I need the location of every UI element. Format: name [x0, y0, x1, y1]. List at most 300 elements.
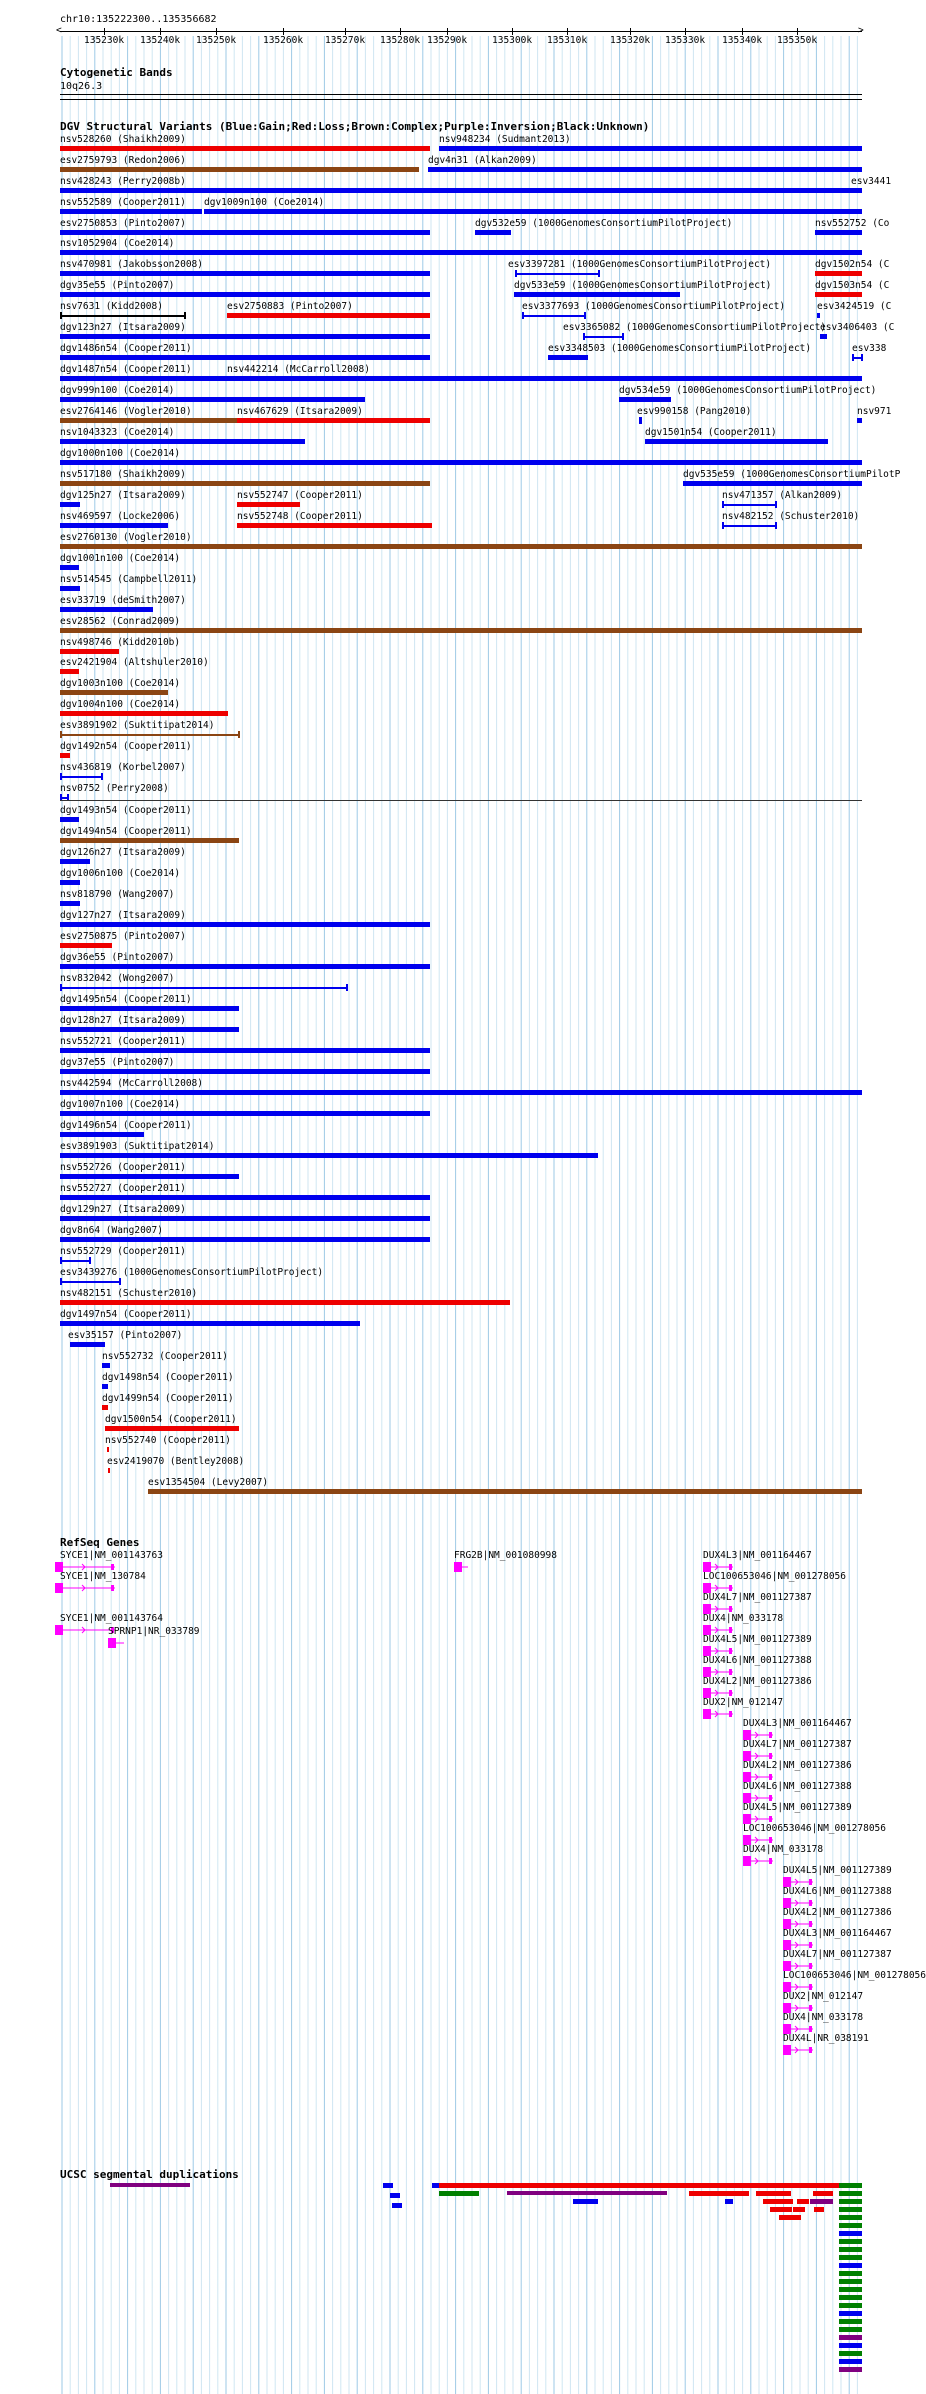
dgv-feature-label[interactable]: dgv1001n100 (Coe2014) — [60, 553, 181, 564]
segdup-block[interactable] — [839, 2271, 862, 2276]
dgv-feature-label[interactable]: nsv442594 (McCarroll2008) — [60, 1078, 203, 1089]
dgv-feature-bar[interactable] — [60, 146, 430, 151]
dgv-feature-bar[interactable] — [439, 146, 862, 151]
dgv-feature-bar[interactable] — [851, 188, 862, 193]
dgv-feature-label[interactable]: nsv971 — [857, 406, 892, 417]
dgv-feature-label[interactable]: dgv1006n100 (Coe2014) — [60, 868, 181, 879]
dgv-feature-bar[interactable] — [60, 292, 430, 297]
refseq-gene-label[interactable]: DUX4L5|NM_001127389 — [703, 1634, 812, 1645]
segdup-block[interactable] — [839, 2311, 862, 2316]
dgv-feature-endcap — [583, 333, 585, 340]
dgv-feature-label[interactable]: dgv129n27 (Itsara2009) — [60, 1204, 186, 1215]
dgv-feature-bar[interactable] — [60, 502, 80, 507]
dgv-feature-bar[interactable] — [60, 544, 862, 549]
dgv-feature-bar[interactable] — [227, 376, 862, 381]
dgv-feature-label[interactable]: dgv127n27 (Itsara2009) — [60, 910, 186, 921]
dgv-feature-bar[interactable] — [60, 1048, 430, 1053]
dgv-feature-label[interactable]: dgv999n100 (Coe2014) — [60, 385, 175, 396]
segdup-block[interactable] — [839, 2303, 862, 2308]
dgv-feature-label[interactable]: nsv818790 (Wang2007) — [60, 889, 175, 900]
dgv-feature-bar[interactable] — [60, 922, 430, 927]
dgv-feature-bar[interactable] — [60, 250, 862, 255]
gene-exon — [111, 1585, 114, 1591]
ruler-tick-label: 135270k — [325, 35, 366, 46]
dgv-feature-bar[interactable] — [60, 397, 365, 402]
dgv-feature-bar[interactable] — [60, 753, 70, 758]
dgv-feature-endcap — [60, 1257, 62, 1264]
dgv-feature-bar[interactable] — [60, 1195, 430, 1200]
dgv-feature-label[interactable]: dgv4n31 (Alkan2009) — [428, 155, 537, 166]
dgv-feature-label[interactable]: esv2750853 (Pinto2007) — [60, 218, 186, 229]
dgv-feature-label[interactable]: esv2760130 (Vogler2010) — [60, 532, 192, 543]
dgv-feature-bar[interactable] — [60, 1237, 430, 1242]
dgv-feature-label[interactable]: nsv552748 (Cooper2011) — [237, 511, 363, 522]
gene-exon — [809, 1984, 812, 1990]
dgv-feature-label[interactable]: nsv528260 (Shaikh2009) — [60, 134, 186, 145]
dgv-feature-label[interactable]: nsv552747 (Cooper2011) — [237, 490, 363, 501]
dgv-feature-label[interactable]: nsv498746 (Kidd2010b) — [60, 637, 181, 648]
dgv-feature-label[interactable]: dgv1498n54 (Cooper2011) — [102, 1372, 234, 1383]
refseq-gene-label[interactable]: SPRNP1|NR_033789 — [108, 1626, 200, 1637]
segdup-block[interactable] — [839, 2287, 862, 2292]
refseq-gene-glyph[interactable] — [55, 1582, 119, 1594]
dgv-feature-bar[interactable] — [102, 1384, 108, 1389]
refseq-gene-label[interactable]: DUX4L5|NM_001127389 — [783, 1865, 892, 1876]
dgv-feature-bar[interactable] — [645, 439, 828, 444]
segdup-block[interactable] — [390, 2193, 400, 2198]
ruler-tick — [345, 28, 346, 35]
refseq-gene-label[interactable]: DUX4L7|NM_001127387 — [783, 1949, 892, 1960]
segdup-block[interactable] — [725, 2199, 733, 2204]
segdup-block[interactable] — [839, 2335, 862, 2340]
dgv-feature-label[interactable]: esv3891902 (Suktitipat2014) — [60, 720, 215, 731]
dgv-feature-label[interactable]: dgv35e55 (Pinto2007) — [60, 280, 175, 291]
dgv-feature-label[interactable]: esv3424519 (C — [817, 301, 892, 312]
dgv-feature-label[interactable]: dgv1501n54 (Cooper2011) — [645, 427, 777, 438]
dgv-feature-label[interactable]: esv3348503 (1000GenomesConsortiumPilotProject) — [548, 343, 812, 354]
dgv-feature-bar[interactable] — [60, 1260, 90, 1262]
dgv-feature-endcap — [60, 312, 62, 319]
segdup-block[interactable] — [839, 2191, 862, 2196]
segdup-block[interactable] — [839, 2215, 862, 2220]
dgv-feature-label[interactable]: nsv1052904 (Coe2014) — [60, 238, 175, 249]
refseq-gene-label[interactable]: DUX4L6|NM_001127388 — [743, 1781, 852, 1792]
dgv-feature-label[interactable]: esv28562 (Conrad2009) — [60, 616, 181, 627]
dgv-feature-label[interactable]: dgv534e59 (1000GenomesConsortiumPilotProject) — [619, 385, 877, 396]
segdup-block[interactable] — [839, 2255, 862, 2260]
dgv-feature-label[interactable]: dgv1499n54 (Cooper2011) — [102, 1393, 234, 1404]
ruler-tick-label: 135320k — [610, 35, 651, 46]
dgv-feature-bar[interactable] — [60, 460, 862, 465]
gene-exon — [809, 2026, 812, 2032]
dgv-feature-bar[interactable] — [60, 586, 80, 591]
dgv-feature-label[interactable]: dgv535e59 (1000GenomesConsortiumPilotP — [683, 469, 901, 480]
dgv-feature-bar[interactable] — [60, 1006, 239, 1011]
dgv-feature-bar[interactable] — [237, 418, 430, 423]
dgv-feature-label[interactable]: nsv552752 (Co — [815, 218, 890, 229]
dgv-feature-label[interactable]: nsv436819 (Korbel2007) — [60, 762, 186, 773]
dgv-feature-label[interactable]: dgv1497n54 (Cooper2011) — [60, 1309, 192, 1320]
dgv-feature-bar[interactable] — [60, 859, 90, 864]
segdup-block[interactable] — [507, 2191, 667, 2195]
segdup-block[interactable] — [839, 2351, 862, 2356]
segdup-track-title: UCSC segmental duplications — [60, 2168, 239, 2181]
dgv-feature-label[interactable]: dgv1494n54 (Cooper2011) — [60, 826, 192, 837]
refseq-gene-glyph[interactable] — [743, 1855, 777, 1867]
dgv-feature-label[interactable]: dgv126n27 (Itsara2009) — [60, 847, 186, 858]
dgv-feature-label[interactable]: nsv552726 (Cooper2011) — [60, 1162, 186, 1173]
gene-exon — [55, 1625, 63, 1635]
dgv-feature-bar[interactable] — [60, 188, 862, 193]
refseq-gene-label[interactable]: DUX4L6|NM_001127388 — [703, 1655, 812, 1666]
segdup-block[interactable] — [756, 2191, 791, 2196]
segdup-block[interactable] — [839, 2359, 862, 2364]
segdup-block[interactable] — [793, 2207, 805, 2212]
dgv-feature-bar[interactable] — [60, 628, 862, 633]
segdup-block[interactable] — [839, 2207, 862, 2212]
dgv-feature-bar[interactable] — [60, 1281, 120, 1283]
refseq-gene-label[interactable]: LOC100653046|NM_001278056 — [743, 1823, 886, 1834]
segdup-block[interactable] — [839, 2279, 862, 2284]
refseq-gene-label[interactable]: SYCE1|NM_001143764 — [60, 1613, 163, 1624]
dgv-feature-bar[interactable] — [522, 315, 585, 317]
dgv-feature-label[interactable]: nsv442214 (McCarroll2008) — [227, 364, 370, 375]
refseq-gene-label[interactable]: DUX4L2|NM_001127386 — [783, 1907, 892, 1918]
refseq-gene-label[interactable]: DUX4L2|NM_001127386 — [703, 1676, 812, 1687]
dgv-feature-bar[interactable] — [60, 230, 430, 235]
dgv-feature-label[interactable]: nsv514545 (Campbell2011) — [60, 574, 198, 585]
dgv-feature-label[interactable]: dgv1007n100 (Coe2014) — [60, 1099, 181, 1110]
dgv-feature-bar[interactable] — [60, 838, 239, 843]
dgv-feature-label[interactable]: esv338 — [852, 343, 887, 354]
dgv-feature-label[interactable]: dgv128n27 (Itsara2009) — [60, 1015, 186, 1026]
dgv-feature-bar[interactable] — [60, 209, 202, 214]
dgv-feature-bar[interactable] — [548, 355, 588, 360]
ruler-tick-label: 135300k — [492, 35, 533, 46]
dgv-feature-endcap — [598, 270, 600, 277]
dgv-feature-label[interactable]: dgv1486n54 (Cooper2011) — [60, 343, 192, 354]
ruler-tick — [567, 28, 568, 35]
segdup-block[interactable] — [839, 2183, 862, 2188]
dgv-feature-bar[interactable] — [583, 336, 623, 338]
dgv-feature-bar[interactable] — [60, 776, 102, 778]
dgv-feature-label[interactable]: esv2759793 (Redon2006) — [60, 155, 186, 166]
dgv-feature-bar[interactable] — [60, 167, 419, 172]
dgv-feature-bar[interactable] — [148, 1489, 862, 1494]
segdup-block[interactable] — [839, 2343, 862, 2348]
dgv-feature-bar[interactable] — [60, 711, 228, 716]
dgv-feature-label[interactable]: nsv7631 (Kidd2008) — [60, 301, 163, 312]
dgv-feature-bar[interactable] — [227, 313, 430, 318]
dgv-feature-label[interactable]: dgv1492n54 (Cooper2011) — [60, 741, 192, 752]
dgv-feature-label[interactable]: nsv552589 (Cooper2011) — [60, 197, 186, 208]
segdup-block[interactable] — [573, 2199, 598, 2204]
dgv-feature-bar[interactable] — [60, 1111, 430, 1116]
dgv-feature-label[interactable]: esv3377693 (1000GenomesConsortiumPilotProject) — [522, 301, 786, 312]
dgv-feature-label[interactable]: dgv1495n54 (Cooper2011) — [60, 994, 192, 1005]
dgv-feature-bar[interactable] — [237, 502, 300, 507]
dgv-feature-label[interactable]: dgv36e55 (Pinto2007) — [60, 952, 175, 963]
dgv-feature-label[interactable]: nsv552727 (Cooper2011) — [60, 1183, 186, 1194]
dgv-feature-label[interactable]: dgv1496n54 (Cooper2011) — [60, 1120, 192, 1131]
refseq-gene-label[interactable]: DUX4L2|NM_001127386 — [743, 1760, 852, 1771]
dgv-feature-label[interactable]: esv3365082 (1000GenomesConsortiumPilotProject) — [563, 322, 827, 333]
ruler-tick — [630, 28, 631, 35]
ruler-tick-label: 135290k — [427, 35, 468, 46]
refseq-gene-glyph[interactable] — [454, 1561, 472, 1573]
segdup-block[interactable] — [839, 2295, 862, 2300]
dgv-feature-bar[interactable] — [60, 355, 430, 360]
locus-label: chr10:135222300..135356682 — [60, 14, 217, 25]
dgv-feature-label[interactable]: esv2421904 (Altshuler2010) — [60, 657, 209, 668]
segdup-block[interactable] — [814, 2207, 824, 2212]
dgv-feature-label[interactable]: dgv1502n54 (C — [815, 259, 890, 270]
gene-exon — [809, 2005, 812, 2011]
dgv-feature-bar[interactable] — [60, 1300, 510, 1305]
dgv-feature-label[interactable]: dgv1000n100 (Coe2014) — [60, 448, 181, 459]
segdup-block[interactable] — [839, 2327, 862, 2332]
dgv-feature-bar[interactable] — [107, 1447, 109, 1452]
dgv-feature-bar[interactable] — [722, 504, 776, 506]
segdup-block[interactable] — [770, 2207, 792, 2212]
dgv-feature-bar[interactable] — [815, 271, 862, 276]
refseq-gene-label[interactable]: FRG2B|NM_001080998 — [454, 1550, 557, 1561]
segdup-block[interactable] — [839, 2247, 862, 2252]
dgv-feature-bar[interactable] — [820, 334, 827, 339]
ruler-tick — [160, 28, 161, 35]
segdup-block[interactable] — [839, 2199, 862, 2204]
dgv-feature-bar[interactable] — [108, 1468, 110, 1473]
dgv-feature-label[interactable]: esv3406403 (C — [820, 322, 895, 333]
segdup-block[interactable] — [689, 2191, 749, 2196]
dgv-feature-label[interactable]: esv2750875 (Pinto2007) — [60, 931, 186, 942]
dgv-feature-bar[interactable] — [60, 607, 153, 612]
dgv-feature-label[interactable]: nsv832042 (Wong2007) — [60, 973, 175, 984]
dgv-feature-label[interactable]: esv2764146 (Vogler2010) — [60, 406, 192, 417]
dgv-feature-label[interactable]: dgv8n64 (Wang2007) — [60, 1225, 163, 1236]
gene-exon — [729, 1627, 732, 1633]
ruler-tick-label: 135350k — [777, 35, 818, 46]
dgv-feature-bar[interactable] — [60, 734, 239, 736]
dgv-feature-label[interactable]: nsv517180 (Shaikh2009) — [60, 469, 186, 480]
dgv-feature-label[interactable]: esv3397281 (1000GenomesConsortiumPilotProject) — [508, 259, 772, 270]
dgv-feature-label[interactable]: nsv552729 (Cooper2011) — [60, 1246, 186, 1257]
refseq-gene-label[interactable]: DUX2|NM_012147 — [783, 1991, 864, 2002]
dgv-feature-bar[interactable] — [817, 313, 820, 318]
segdup-block[interactable] — [839, 2239, 862, 2244]
dgv-feature-label[interactable]: nsv552740 (Cooper2011) — [105, 1435, 231, 1446]
dgv-feature-bar[interactable] — [102, 1405, 108, 1410]
dgv-feature-bar[interactable] — [60, 334, 430, 339]
dgv-feature-bar[interactable] — [60, 943, 112, 948]
dgv-feature-bar[interactable] — [60, 523, 168, 528]
dgv-feature-bar[interactable] — [60, 964, 430, 969]
dgv-feature-label[interactable]: dgv1003n100 (Coe2014) — [60, 678, 181, 689]
refseq-gene-label[interactable]: LOC100653046|NM_001278056 — [703, 1571, 846, 1582]
dgv-feature-label[interactable]: nsv469597 (Locke2006) — [60, 511, 181, 522]
dgv-feature-bar[interactable] — [70, 1342, 105, 1347]
dgv-feature-bar[interactable] — [60, 880, 80, 885]
dgv-feature-bar[interactable] — [60, 1069, 430, 1074]
segdup-block[interactable] — [839, 2231, 862, 2236]
dgv-feature-endcap — [640, 417, 642, 424]
dgv-feature-label[interactable]: esv2750883 (Pinto2007) — [227, 301, 353, 312]
dgv-feature-bar[interactable] — [619, 397, 671, 402]
dgv-feature-bar[interactable] — [60, 669, 79, 674]
segdup-block[interactable] — [110, 2183, 190, 2187]
segdup-block[interactable] — [439, 2183, 839, 2188]
dgv-feature-endcap — [60, 731, 62, 738]
dgv-feature-bar[interactable] — [514, 292, 680, 297]
dgv-feature-bar[interactable] — [102, 1363, 110, 1368]
dgv-feature-label[interactable]: dgv533e59 (1000GenomesConsortiumPilotProject) — [514, 280, 772, 291]
segdup-block[interactable] — [763, 2199, 793, 2204]
dgv-feature-label[interactable]: esv35157 (Pinto2007) — [68, 1330, 183, 1341]
refseq-gene-label[interactable]: LOC100653046|NM_001278056 — [783, 1970, 926, 1981]
ruler-tick — [400, 28, 401, 35]
dgv-feature-label[interactable]: nsv482151 (Schuster2010) — [60, 1288, 198, 1299]
segdup-block[interactable] — [779, 2215, 801, 2220]
dgv-feature-label[interactable]: dgv37e55 (Pinto2007) — [60, 1057, 175, 1068]
dgv-feature-label[interactable]: nsv552721 (Cooper2011) — [60, 1036, 186, 1047]
dgv-feature-label[interactable]: esv3441 — [851, 176, 892, 187]
gene-exon — [729, 1711, 732, 1717]
dgv-feature-bar[interactable] — [815, 292, 862, 297]
dgv-feature-label[interactable]: dgv125n27 (Itsara2009) — [60, 490, 186, 501]
dgv-feature-bar[interactable] — [60, 271, 430, 276]
dgv-feature-bar[interactable] — [105, 1426, 239, 1431]
dgv-feature-label[interactable]: esv990158 (Pang2010) — [637, 406, 752, 417]
refseq-gene-label[interactable]: DUX4L3|NM_001164467 — [703, 1550, 812, 1561]
dgv-feature-bar[interactable] — [475, 230, 511, 235]
dgv-feature-bar[interactable] — [60, 1153, 598, 1158]
ruler-tick-label: 135250k — [196, 35, 237, 46]
segdup-block[interactable] — [439, 2191, 479, 2196]
gene-exon — [729, 1669, 732, 1675]
dgv-feature-label[interactable]: dgv1500n54 (Cooper2011) — [105, 1414, 237, 1425]
segdup-block[interactable] — [839, 2263, 862, 2268]
segdup-block[interactable] — [392, 2203, 402, 2208]
ruler-left-arrow: < — [56, 25, 62, 36]
refseq-gene-label[interactable]: DUX4L5|NM_001127389 — [743, 1802, 852, 1813]
gene-exon — [809, 1921, 812, 1927]
dgv-feature-label[interactable]: esv33719 (deSmith2007) — [60, 595, 186, 606]
dgv-feature-label[interactable]: dgv1503n54 (C — [815, 280, 890, 291]
dgv-feature-bar[interactable] — [60, 1216, 430, 1221]
refseq-gene-glyph[interactable] — [703, 1708, 737, 1720]
dgv-feature-label[interactable]: nsv552732 (Cooper2011) — [102, 1351, 228, 1362]
refseq-gene-label[interactable]: DUX4L3|NM_001164467 — [743, 1718, 852, 1729]
dgv-feature-label[interactable]: nsv471357 (Alkan2009) — [722, 490, 843, 501]
dgv-feature-endcap — [60, 773, 62, 780]
dgv-feature-bar[interactable] — [60, 481, 430, 486]
ruler-right-arrow: > — [858, 25, 864, 36]
dgv-feature-label[interactable]: esv1354504 (Levy2007) — [148, 1477, 269, 1488]
dgv-feature-bar[interactable] — [60, 1321, 360, 1326]
dgv-feature-bar[interactable] — [60, 690, 168, 695]
segdup-block[interactable] — [839, 2319, 862, 2324]
segdup-block[interactable] — [839, 2223, 862, 2228]
refseq-gene-label[interactable]: SYCE1|NM_130784 — [60, 1571, 146, 1582]
refseq-gene-label[interactable]: DUX4L3|NM_001164467 — [783, 1928, 892, 1939]
dgv-feature-bar[interactable] — [60, 565, 79, 570]
dgv-feature-label[interactable]: nsv467629 (Itsara2009) — [237, 406, 363, 417]
dgv-feature-bar[interactable] — [60, 1174, 239, 1179]
dgv-feature-label[interactable]: nsv1043323 (Coe2014) — [60, 427, 175, 438]
dgv-feature-bar[interactable] — [60, 1027, 239, 1032]
dgv-feature-label[interactable]: dgv1487n54 (Cooper2011) — [60, 364, 192, 375]
dgv-feature-bar[interactable] — [722, 525, 776, 527]
dgv-feature-bar[interactable] — [515, 273, 599, 275]
refseq-gene-label[interactable]: DUX2|NM_012147 — [703, 1697, 784, 1708]
refseq-gene-label[interactable]: DUX4|NM_033178 — [783, 2012, 864, 2023]
cytoband-line-1 — [60, 94, 862, 95]
refseq-track-title: RefSeq Genes — [60, 1536, 140, 1549]
dgv-feature-bar[interactable] — [60, 315, 185, 317]
dgv-feature-bar[interactable] — [60, 817, 79, 822]
dgv-feature-bar[interactable] — [60, 1090, 862, 1095]
dgv-feature-label[interactable]: esv3439276 (1000GenomesConsortiumPilotProject) — [60, 1267, 324, 1278]
dgv-feature-label[interactable]: dgv1009n100 (Coe2014) — [204, 197, 325, 208]
dgv-feature-label[interactable]: nsv948234 (Sudmant2013) — [439, 134, 571, 145]
dgv-feature-label[interactable]: dgv1493n54 (Cooper2011) — [60, 805, 192, 816]
refseq-gene-label[interactable]: DUX4|NM_033178 — [703, 1613, 784, 1624]
dgv-feature-bar[interactable] — [857, 418, 862, 423]
ruler-tick-label: 135310k — [547, 35, 588, 46]
segdup-block[interactable] — [797, 2199, 809, 2204]
dgv-feature-bar[interactable] — [60, 901, 80, 906]
dgv-feature-bar[interactable] — [204, 209, 862, 214]
segdup-block[interactable] — [839, 2367, 862, 2372]
dgv-feature-bar[interactable] — [60, 439, 305, 444]
segdup-block[interactable] — [813, 2191, 833, 2196]
refseq-gene-label[interactable]: DUX4L|NR_038191 — [783, 2033, 869, 2044]
dgv-feature-label[interactable]: dgv1004n100 (Coe2014) — [60, 699, 181, 710]
dgv-feature-endcap — [622, 333, 624, 340]
dgv-feature-label[interactable]: esv3891903 (Suktitipat2014) — [60, 1141, 215, 1152]
dgv-feature-label[interactable]: esv2419070 (Bentley2008) — [107, 1456, 245, 1467]
refseq-gene-label[interactable]: DUX4L7|NM_001127387 — [703, 1592, 812, 1603]
gene-exon — [809, 1900, 812, 1906]
dgv-feature-bar[interactable] — [60, 649, 119, 654]
dgv-feature-label[interactable]: dgv123n27 (Itsara2009) — [60, 322, 186, 333]
refseq-gene-label[interactable]: DUX4|NM_033178 — [743, 1844, 824, 1855]
dgv-feature-endcap — [346, 984, 348, 991]
refseq-gene-label[interactable]: SYCE1|NM_001143763 — [60, 1550, 163, 1561]
dgv-feature-bar[interactable] — [237, 523, 432, 528]
dgv-feature-bar[interactable] — [428, 167, 862, 172]
ruler-tick — [512, 28, 513, 35]
dgv-feature-bar[interactable] — [60, 1132, 144, 1137]
dgv-feature-label[interactable]: nsv428243 (Perry2008b) — [60, 176, 186, 187]
dgv-feature-label[interactable]: nsv0752 (Perry2008) — [60, 783, 169, 794]
gene-exon — [769, 1774, 772, 1780]
refseq-gene-label[interactable]: DUX4L6|NM_001127388 — [783, 1886, 892, 1897]
dgv-feature-bar[interactable] — [815, 230, 862, 235]
dgv-feature-bar[interactable] — [683, 481, 862, 486]
refseq-gene-label[interactable]: DUX4L7|NM_001127387 — [743, 1739, 852, 1750]
gene-exon — [111, 1564, 114, 1570]
dgv-feature-label[interactable]: nsv482152 (Schuster2010) — [722, 511, 860, 522]
dgv-feature-label[interactable]: nsv470981 (Jakobsson2008) — [60, 259, 203, 270]
segdup-block[interactable] — [383, 2183, 393, 2188]
dgv-feature-label[interactable]: dgv532e59 (1000GenomesConsortiumPilotProject) — [475, 218, 733, 229]
dgv-feature-bar[interactable] — [60, 987, 347, 989]
refseq-gene-glyph[interactable] — [108, 1637, 128, 1649]
refseq-gene-glyph[interactable] — [783, 2044, 817, 2056]
dgv-feature-endcap — [775, 501, 777, 508]
segdup-block[interactable] — [810, 2199, 833, 2204]
